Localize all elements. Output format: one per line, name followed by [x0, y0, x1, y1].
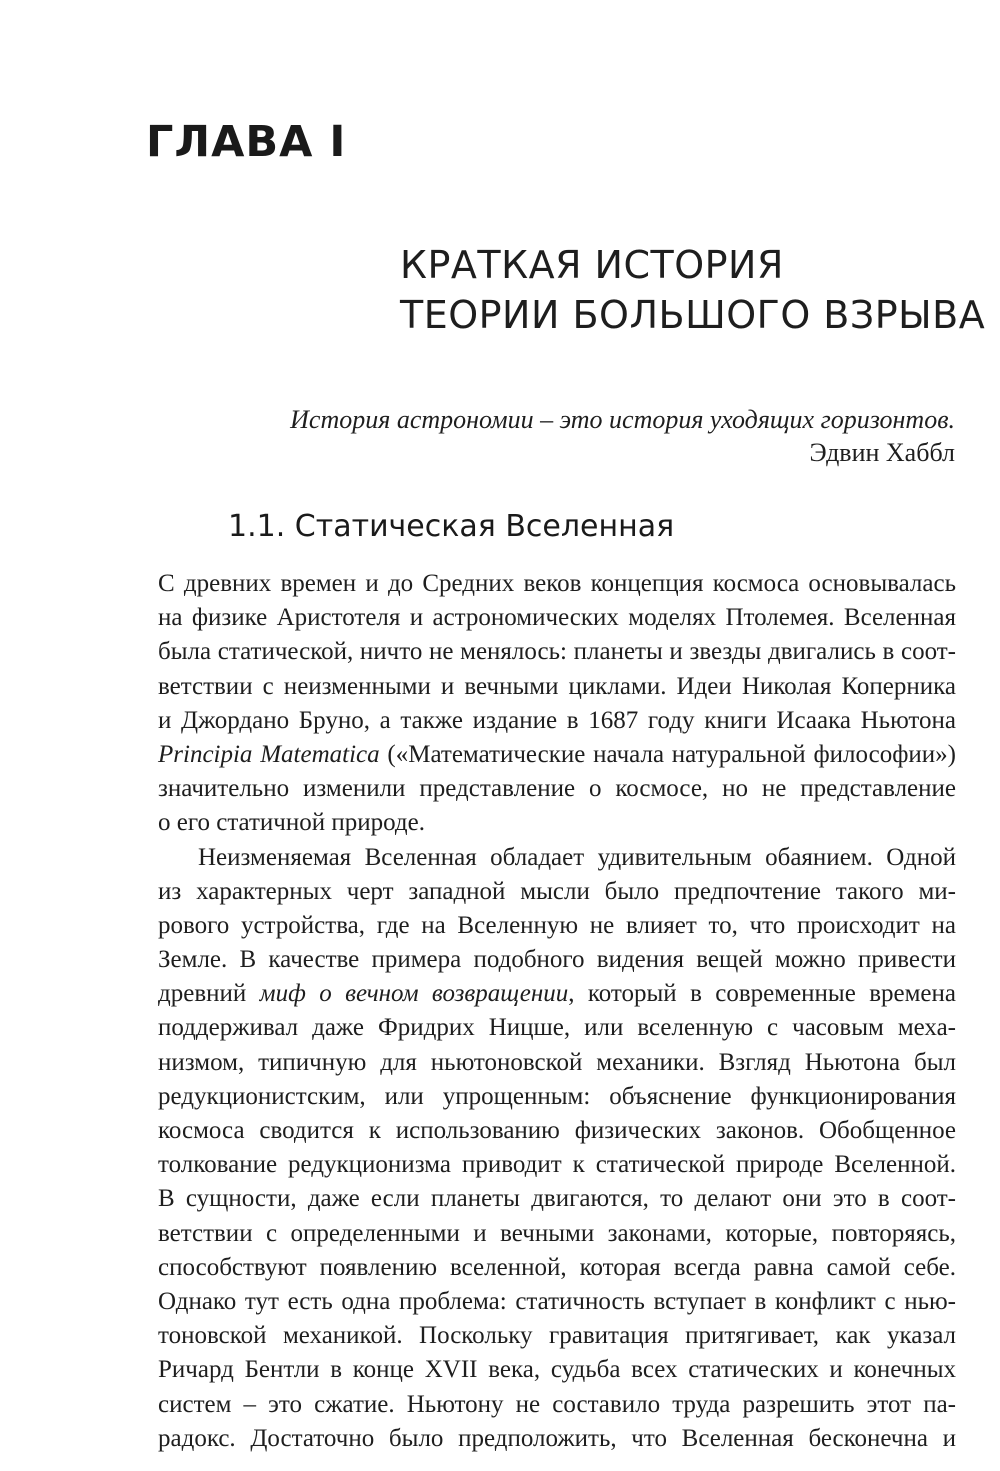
- body-text: [158, 567, 956, 1456]
- text-line: [158, 738, 956, 772]
- text-line: была статической, ничто не менялось: планеты и звезды двигались в соот-: [158, 638, 956, 666]
- text-line: из характерных черт западной мысли было предпочтение такого ми-: [158, 877, 956, 905]
- text-line: ветствии с неизменными и вечными циклами. Идеи Николая Коперника: [158, 672, 956, 700]
- text-line: [158, 977, 956, 1011]
- text-line: Однако тут есть одна проблема: статичность вступает в конфликт с нью-: [158, 1287, 956, 1315]
- text-line: Ричард Бентли в конце XVII века, судьба всех статических и конечных: [158, 1356, 956, 1384]
- italic-phrase: миф о вечном возвращении: [259, 980, 569, 1008]
- text-line: систем – это сжатие. Ньютону не составило труда разрешить этот па-: [158, 1390, 956, 1418]
- text-line: Земле. В качестве примера подобного видения вещей можно привести: [158, 946, 956, 974]
- text-line: В сущности, даже если планеты двигаются, то делают они это в соот-: [158, 1185, 956, 1213]
- text-line: о его статичной природе.: [158, 809, 425, 837]
- chapter-title: [400, 240, 985, 340]
- text-line: редукционистским, или упрощенным: объяснение функционирования: [158, 1082, 956, 1110]
- text-line: толкование редукционизма приводит к статической природе Вселенной.: [158, 1151, 956, 1179]
- text-line: способствуют появлению вселенной, которая всегда равна самой себе.: [158, 1253, 956, 1281]
- text-line: на физике Аристотеля и астрономических моделях Птолемея. Вселенная: [158, 604, 956, 632]
- text-line: Неизменяемая Вселенная обладает удивительным обаянием. Одной: [198, 843, 956, 871]
- text-fragment: («Математические начала натуральной философии»): [379, 740, 957, 768]
- chapter-title-line: КРАТКАЯ ИСТОРИЯ: [400, 243, 784, 287]
- text-fragment: древний: [158, 980, 260, 1008]
- text-line: поддерживал даже Фридрих Ницше, или вселенную с часовым меха-: [158, 1014, 956, 1042]
- text-line: радокс. Достаточно было предположить, что Вселенная бесконечна и: [158, 1424, 956, 1452]
- italic-title: Principia Matematica: [158, 740, 380, 768]
- section-heading: 1.1. Статическая Вселенная: [228, 509, 675, 544]
- chapter-label: ГЛАВА I: [146, 117, 347, 167]
- epigraph-author: Эдвин Хаббл: [809, 438, 955, 467]
- text-line: тоновской механикой. Поскольку гравитация притягивает, как указал: [158, 1322, 956, 1350]
- text-line: низмом, типичную для ньютоновской механики. Взгляд Ньютона был: [158, 1048, 956, 1076]
- epigraph-quote: История астрономии – это история уходящих горизонтов.: [290, 405, 955, 434]
- text-fragment: , который в современные времена: [568, 980, 956, 1008]
- chapter-title-line: ТЕОРИИ БОЛЬШОГО ВЗРЫВА: [400, 293, 986, 337]
- epigraph: [290, 403, 955, 469]
- text-line: ветствии с определенными и вечными законами, которые, повторяясь,: [158, 1219, 956, 1247]
- text-line: космоса сводится к использованию физических законов. Обобщенное: [158, 1117, 956, 1144]
- text-line: С древних времен и до Средних веков концепция космоса основывалась: [158, 570, 956, 597]
- text-line: значительно изменили представление о космосе, но не представление: [158, 775, 956, 803]
- text-line: рового устройства, где на Вселенную не влияет то, что происходит на: [158, 911, 956, 939]
- text-line: и Джордано Бруно, а также издание в 1687 году книги Исаака Ньютона: [158, 706, 956, 734]
